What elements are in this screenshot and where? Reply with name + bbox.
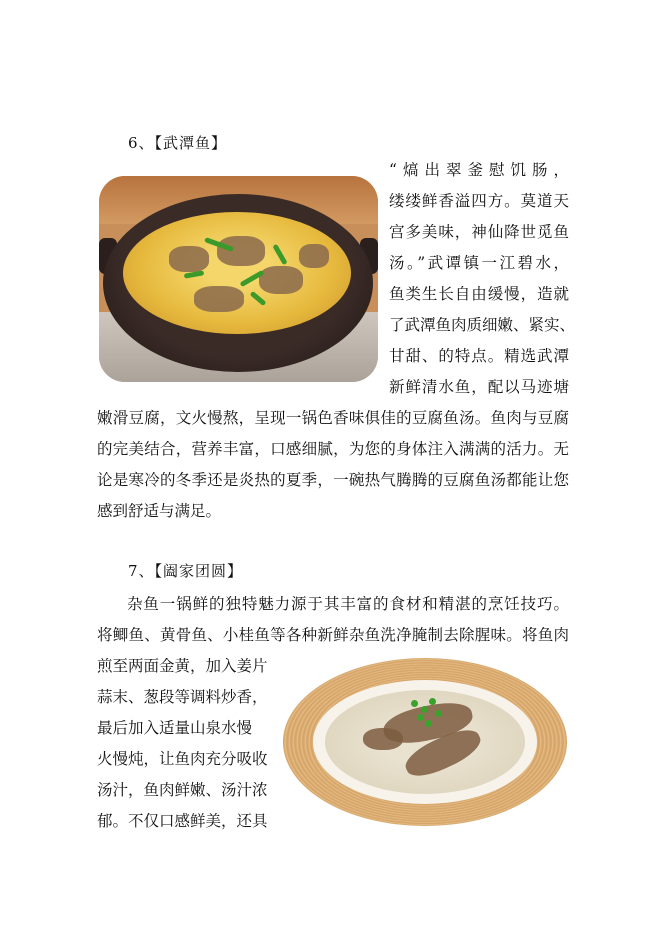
text-line: 新鲜清水鱼，配以马迹塘 xyxy=(389,378,569,396)
text-line: 汤。”武谭镇一江碧水， xyxy=(389,254,569,272)
text-line: 了武潭鱼肉质细嫩、紧实、 xyxy=(389,316,576,334)
text-line: 火慢炖，让鱼肉充分吸收 xyxy=(97,750,268,768)
text-line: 蒜末、葱段等调料炒香， xyxy=(97,688,268,706)
text-line: 煎至两面金黄，加入姜片 xyxy=(97,657,268,675)
text-line: 感到舒适与满足。 xyxy=(97,502,222,520)
text-line: 缕缕鲜香溢四方。莫道天 xyxy=(389,192,569,210)
text-line: 甘甜、的特点。精选武潭 xyxy=(389,347,569,365)
text-line: 郁。不仅口感鲜美，还具 xyxy=(97,812,268,830)
text-line: “熇出翠釜慰饥肠， xyxy=(389,161,569,179)
text-line: 的完美结合，营养丰富，口感细腻，为您的身体注入满满的活力。无 xyxy=(97,440,569,458)
clay-pot-fish-soup-photo xyxy=(99,176,378,382)
text-line: 嫩滑豆腐，文火慢熬，呈现一锅色香味俱佳的豆腐鱼汤。鱼肉与豆腐 xyxy=(97,409,569,427)
text-line: 杂鱼一锅鲜的独特魅力源于其丰富的食材和精湛的烹饪技巧。 xyxy=(127,595,569,613)
section-7-heading: 7、【阖家团圆】 xyxy=(128,562,244,580)
text-line: 宫多美味，神仙降世觅鱼 xyxy=(389,223,569,241)
mixed-fish-bowl-photo xyxy=(283,658,567,826)
text-line: 汤汁，鱼肉鲜嫩、汤汁浓 xyxy=(97,781,268,799)
text-line: 论是寒冷的冬季还是炎热的夏季，一碗热气腾腾的豆腐鱼汤都能让您 xyxy=(97,471,569,489)
text-line: 将鲫鱼、黄骨鱼、小桂鱼等各种新鲜杂鱼洗净腌制去除腥味。将鱼肉 xyxy=(97,626,569,644)
text-line: 鱼类生长自由缓慢，造就 xyxy=(389,285,569,303)
section-6-heading: 6、【武潭鱼】 xyxy=(128,134,228,152)
text-line: 最后加入适量山泉水慢 xyxy=(97,719,253,737)
